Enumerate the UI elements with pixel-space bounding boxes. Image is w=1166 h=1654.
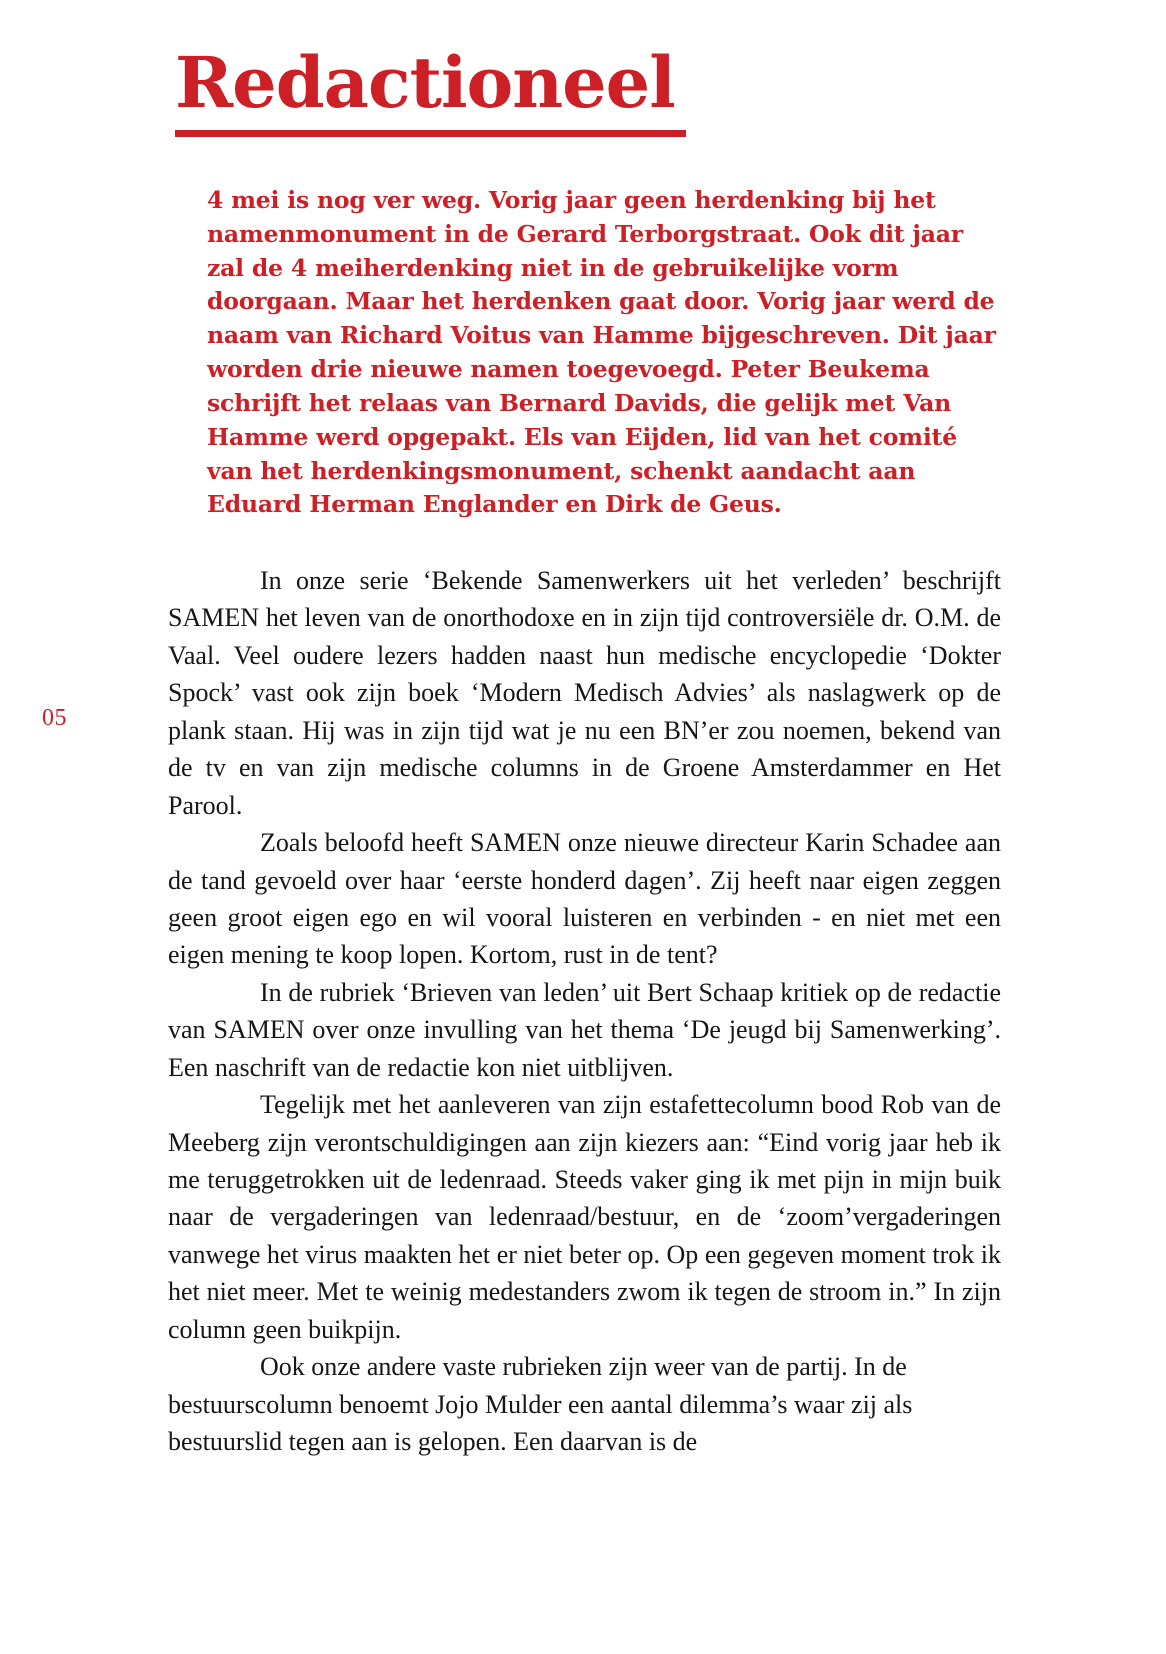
body-paragraph: Ook onze andere vaste rubrieken zijn weer van de partij. In de bestuurscolumn benoemt Jojo Mulder een aantal dilemma’s waar zij als bestuurslid tegen aan is gelopen. Een daarvan is de [168, 1352, 913, 1457]
body-paragraph: In onze serie ‘Bekende Samenwerkers uit het verleden’ beschrijft SAMEN het leven van de onorthodoxe en in zijn tijd controversiële dr. O.M. de Vaal. Veel oudere lezers hadden naast hun medische encyclopedie ‘Dokter Spock’ vast ook zijn boek ‘Modern Medisch Advies’ als naslagwerk op de plank staan. Hij was in zijn tijd wat je nu een BN’er zou noemen, bekend van de tv en van zijn medische columns in de Groene Amsterdammer en Het Parool. [168, 566, 1001, 820]
page-title: Redactioneel [175, 41, 675, 124]
article-body [168, 562, 1001, 1461]
body-paragraph: Zoals beloofd heeft SAMEN onze nieuwe directeur Karin Schadee aan de tand gevoeld over haar ‘eerste honderd dagen’. Zij heeft naar eigen zeggen geen groot eigen ego en wil vooral luisteren en verbinden - en niet met een eigen mening te koop lopen. Kortom, rust in de tent? [168, 828, 1001, 970]
body-paragraph: In de rubriek ‘Brieven van leden’ uit Bert Schaap kritiek op de redactie van SAMEN over onze invulling van het thema ‘De jeugd bij Samenwerking’. Een naschrift van de redactie kon niet uitblijven. [168, 977, 1001, 1082]
page-header [175, 41, 695, 137]
lead-paragraph: 4 mei is nog ver weg. Vorig jaar geen herdenking bij het namenmonument in de Gerard Terborgstraat. Ook dit jaar zal de 4 meiherdenking niet in de gebruikelijke vorm doorgaan. Maar het herdenken gaat door. Vorig jaar werd de naam van Richard Voitus van Hamme bijgeschreven. Dit jaar worden drie nieuwe namen toegevoegd. Peter Beukema schrijft het relaas van Bernard Davids, die gelijk met Van Hamme werd opgepakt. Els van Eijden, lid van het comité van het herdenkingsmonument, schenkt aandacht aan Eduard Herman Englander en Dirk de Geus. [207, 186, 996, 519]
body-paragraph: Tegelijk met het aanleveren van zijn estafettecolumn bood Rob van de Meeberg zijn verontschuldigingen aan zijn kiezers aan: “Eind vorig jaar heb ik me teruggetrokken uit de ledenraad. Steeds vaker ging ik met pijn in mijn buik naar de vergaderingen van ledenraad/bestuur, en de ‘zoom’vergaderingen vanwege het virus maakten het er niet beter op. Op een gegeven moment trok ik het niet meer. Met te weinig medestanders zwom ik tegen de stroom in.” In zijn column geen buikpijn. [168, 1090, 1001, 1344]
page-number: 05 [42, 705, 67, 731]
title-underline-rule [175, 130, 686, 137]
